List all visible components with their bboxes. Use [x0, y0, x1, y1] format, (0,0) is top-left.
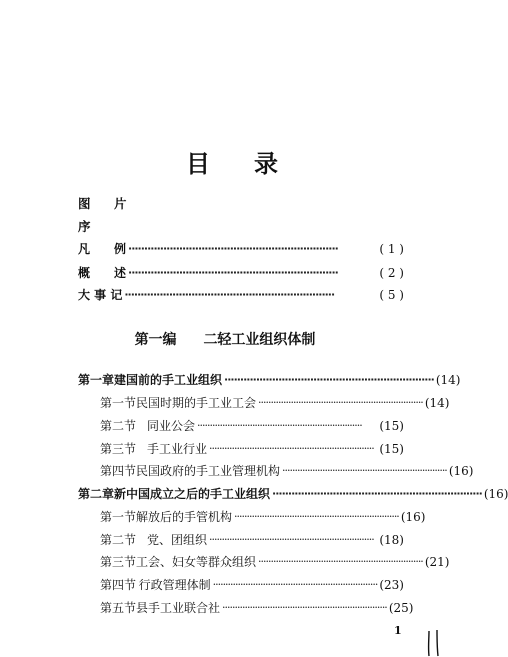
dot-leader: ·································································· — [197, 419, 362, 432]
toc-section — [100, 417, 404, 435]
part-heading — [0, 329, 450, 349]
section-label: 第四节 — [100, 578, 137, 592]
chapter-label: 第一章 — [78, 373, 115, 387]
section-label: 第一节 — [100, 396, 137, 410]
page-ref: (15) — [379, 442, 404, 456]
dot-leader: ·································································· — [222, 601, 387, 614]
part-name: 二轻工业组织体制 — [203, 332, 316, 348]
toc-section — [100, 462, 474, 480]
toc-chapter — [78, 485, 508, 503]
section-label: 第四节 — [100, 464, 137, 478]
front-item-char: 述 — [114, 266, 127, 280]
section-label: 第三节 — [100, 555, 137, 569]
page-ref: (21) — [424, 555, 450, 569]
front-item-char: 大 事 记 — [78, 288, 123, 302]
chapter-title: 新中国成立之后的手工业组织 — [114, 487, 271, 501]
chapter-title: 建国前的手工业组织 — [114, 373, 223, 387]
handwritten-mark — [425, 630, 443, 657]
page-number: 1 — [394, 624, 402, 637]
section-label: 第二节 — [100, 419, 137, 433]
title-char-2: 录 — [254, 150, 278, 178]
front-item-char: 图 — [78, 196, 91, 211]
dot-leader: ·································································· — [234, 510, 399, 523]
dot-leader: ·································································· — [128, 266, 338, 279]
toc-chapter — [78, 371, 461, 389]
dot-leader: ·································································· — [282, 464, 447, 477]
dot-leader: ·································································· — [128, 242, 338, 255]
dot-leader: ·································································· — [258, 396, 423, 409]
section-title: 手工业行业 — [147, 442, 208, 456]
section-title: 同业公会 — [147, 419, 196, 433]
section-title: 民国政府的手工业管理机构 — [136, 464, 281, 478]
page-ref: (16) — [448, 464, 474, 478]
page-ref: (23) — [379, 578, 404, 592]
page-ref: (14) — [424, 396, 450, 410]
page-ref: (14) — [435, 373, 461, 387]
page-title — [0, 144, 450, 178]
toc-section — [100, 440, 404, 458]
front-item-char: 序 — [78, 219, 91, 234]
section-label: 第二节 — [100, 533, 137, 547]
front-item-char: 例 — [114, 242, 127, 256]
section-title: 工会、妇女等群众组织 — [136, 555, 257, 569]
dot-leader: ·································································· — [212, 578, 378, 591]
front-item-char: 片 — [114, 196, 127, 211]
front-item-notes — [78, 240, 404, 258]
page-ref: (15) — [379, 419, 404, 433]
toc-section — [100, 553, 450, 571]
dot-leader: ·································································· — [209, 533, 374, 546]
section-label: 第五节 — [100, 601, 137, 615]
section-title: 党、团组织 — [147, 533, 208, 547]
front-item-char: 概 — [78, 266, 91, 280]
toc-section — [100, 599, 414, 617]
dot-leader: ·································································· — [209, 442, 374, 455]
dot-leader: ·································································· — [124, 288, 335, 301]
page-ref: ( 1 ) — [379, 242, 404, 256]
chapter-label: 第二章 — [78, 487, 115, 501]
toc-section — [100, 576, 404, 594]
toc-section — [100, 508, 426, 526]
front-item-chronicle — [78, 286, 404, 304]
section-title: 民国时期的手工业工会 — [136, 396, 257, 410]
front-item-overview — [78, 264, 404, 282]
front-item-char: 凡 — [78, 242, 91, 256]
dot-leader: ·································································· — [224, 373, 434, 386]
page-ref: ( 2 ) — [379, 266, 404, 280]
title-char-1: 目 — [186, 150, 210, 178]
section-title: 解放后的手管机构 — [136, 510, 233, 524]
section-title: 行政管理体制 — [138, 578, 211, 592]
page-ref: (18) — [379, 533, 404, 547]
section-title: 县手工业联合社 — [136, 601, 221, 615]
page-ref: (25) — [388, 601, 414, 615]
toc-section — [100, 394, 450, 412]
dot-leader: ·································································· — [258, 555, 423, 568]
page-ref: ( 5 ) — [379, 288, 404, 302]
dot-leader: ·································································· — [272, 487, 482, 500]
part-label: 第一编 — [134, 332, 177, 348]
section-label: 第三节 — [100, 442, 137, 456]
section-label: 第一节 — [100, 510, 137, 524]
page-ref: (16) — [400, 510, 426, 524]
toc-section — [100, 531, 404, 549]
page-ref: (16) — [483, 487, 508, 501]
